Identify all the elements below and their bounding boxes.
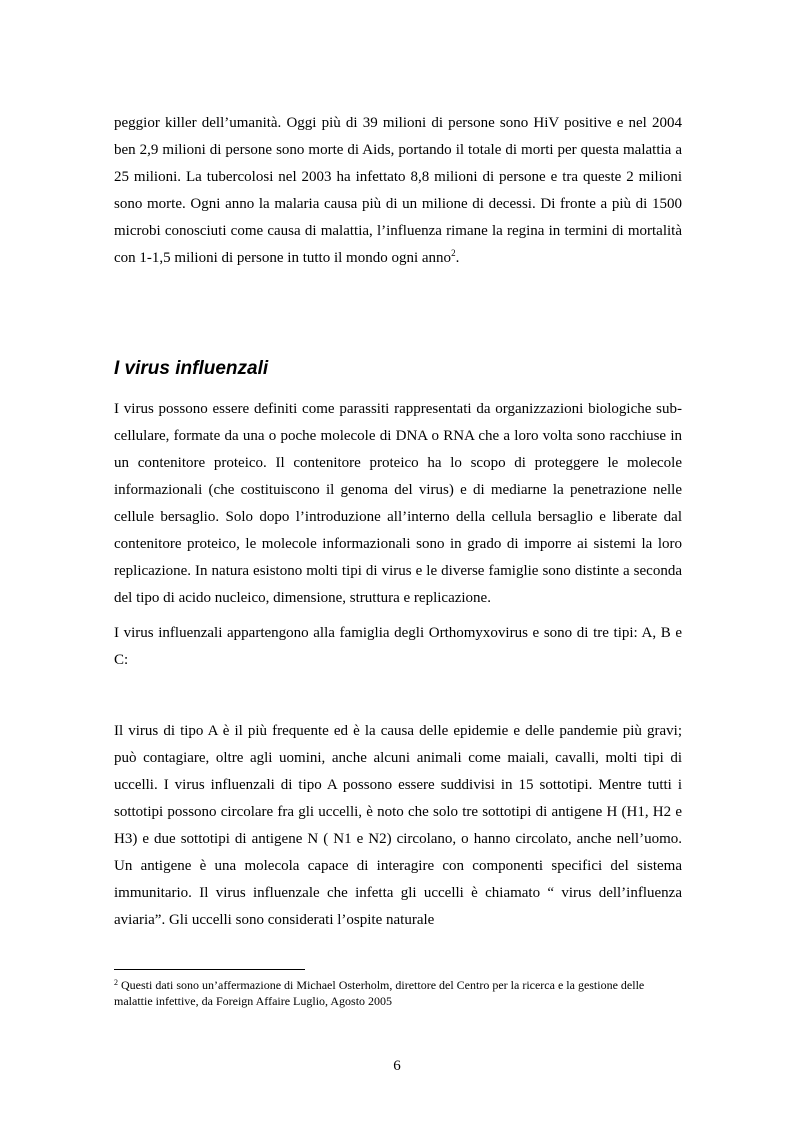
paragraph-intro-end: . bbox=[455, 250, 460, 266]
footnote-separator bbox=[114, 969, 305, 970]
footnote-marker: 2 bbox=[114, 978, 118, 987]
paragraph-virus-definition: I virus possono essere definiti come parassiti rappresentati da organizzazioni biologiche sub-cellulare, formate da una o poche molecole di DNA o RNA che a loro volta sono racchiuse in un contenitore proteico. Il contenitore proteico ha lo scopo di proteggere le molecole informazionali (che costituiscono il genoma del virus) e di mediarne la penetrazione nelle cellule bersaglio. Solo dopo l’introduzione all’interno della cellula bersaglio e liberate dal contenitore proteico, le molecole informazionali sono in grado di imporre ai sistemi la loro replicazione. In natura esistono molti tipi di virus e le diverse famiglie sono distinte a seconda del tipo di acido nucleico, dimensione, struttura e replicazione. bbox=[114, 401, 682, 606]
paragraph-virus-types: I virus influenzali appartengono alla famiglia degli Orthomyxovirus e sono di tre tipi: A, B e C: bbox=[114, 625, 682, 668]
footnote bbox=[114, 977, 682, 1009]
page-number: 6 bbox=[393, 1058, 401, 1074]
paragraph-type-a: Il virus di tipo A è il più frequente ed è la causa delle epidemie e delle pandemie più gravi; può contagiare, oltre agli uomini, anche alcuni animali come maiali, cavalli, molti tipi di uccelli. I virus influenzali di tipo A possono essere suddivisi in 15 sottotipi. Mentre tutti i sottotipi possono circolare fra gli uccelli, è noto che solo tre sottotipi di antigene H (H1, H2 e H3) e due sottotipi di antigene N ( N1 e N2) circolano, o hanno circolato, anche nell’uomo. Un antigene è una molecola capace di interagire con componenti specifici del sistema immunitario. Il virus influenzale che infetta gli uccelli è chiamato “ virus dell’influenza aviaria”. Gli uccelli sono considerati l’ospite naturale bbox=[114, 723, 682, 928]
paragraph-intro-text: peggior killer dell’umanità. Oggi più di 39 milioni di persone sono HiV positive e nel 2004 ben 2,9 milioni di persone sono morte di Aids, portando il totale di morti per questa malattia a 25 milioni. La tubercolosi nel 2003 ha infettato 8,8 milioni di persone e tra queste 2 milioni sono morte. Ogni anno la malaria causa più di un milione di decessi. Di fronte a più di 1500 microbi conosciuti come causa di malattia, l’influenza rimane la regina in termini di mortalità con 1-1,5 milioni di persone in tutto il mondo ogni anno bbox=[114, 115, 682, 266]
footnote-text: Questi dati sono un’affermazione di Michael Osterholm, direttore del Centro per la ricerca e la gestione delle malattie infettive, da Foreign Affaire Luglio, Agosto 2005 bbox=[114, 978, 645, 1008]
paragraph-intro bbox=[114, 110, 682, 272]
footnote-reference: 2 bbox=[451, 248, 456, 258]
section-heading: I virus influenzali bbox=[114, 358, 269, 379]
